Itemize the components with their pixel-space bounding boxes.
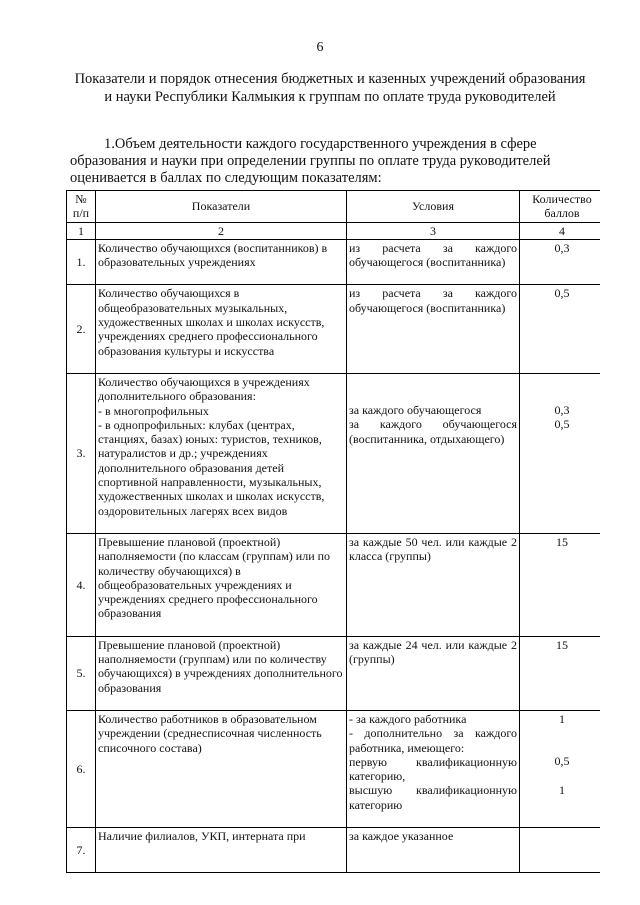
indicators-table [66,190,600,873]
row-points [520,239,601,285]
row-conditions [347,373,520,533]
condition-text: за каждого обучающегося [349,402,482,417]
row-number: 7. [67,827,96,872]
page-number: 6 [316,40,324,55]
condition-text: за каждое указанное [349,828,454,843]
points-value: 0,3 [554,240,570,255]
row-number: 1. [67,239,96,285]
indicator-text: Наличие филиалов, УКП, интерната при [98,828,306,843]
intro-line-1: 1.Объем деятельности каждого государственного учреждения в сфере [104,136,537,152]
row-indicator [96,827,347,872]
condition-text: за каждые 24 чел. или каждые 2 (группы) [349,637,517,667]
table-row [67,636,601,710]
col-number: 4 [520,222,601,239]
row-points [520,285,601,373]
table-row [67,533,601,636]
row-number: 2. [67,285,96,373]
condition-text: из расчета за каждого обучающегося (воспитанника) [349,286,517,315]
row-number: 3. [67,373,96,533]
row-indicator [96,373,347,533]
document-title: Показатели и порядок отнесения бюджетных и казенных учреждений образования и науки Республики Калмыкия к группам по оплате труда руководителей [74,71,586,105]
points-value: 1 [559,782,565,797]
condition-text: за каждого обучающегося (воспитанника, отдыхающего) [349,417,517,446]
indicators-table-container [66,190,600,905]
row-conditions [347,710,520,827]
table-header-row [67,191,601,223]
intro-paragraph [70,136,590,187]
row-points [520,710,601,827]
indicator-text: Количество обучающихся (воспитанников) в образовательных учреждениях [98,240,328,270]
row-conditions [347,827,520,872]
indicator-text: Количество обучающихся в общеобразовательных музыкальных, художественных школах и школах искусств, учреждениях среднего профессионального образования культуры и искусства [98,286,325,358]
row-number: 6. [67,710,96,827]
condition-text: - дополнительно за каждого работника, имеющего: [349,726,517,755]
points-value: 15 [556,534,568,549]
row-conditions [347,285,520,373]
table-row [67,710,601,827]
header-num: № п/п [67,191,96,223]
row-points [520,827,601,872]
condition-text: первую квалификационную категорию, [349,754,517,784]
row-points [520,636,601,710]
points-value: 0,5 [554,754,570,769]
indicator-text: Превышение плановой (проектной) наполняемости (по классам (группам) или по количеству обучающихся) в общеобразовательных учреждениях и учреждениях среднего профессионального образования [98,534,331,621]
points-value: 0,5 [554,286,570,301]
intro-line-2: образования и науки при определении группы по оплате труда руководителей [70,153,551,169]
indicator-text: - в однопрофильных: клубах (центрах, станциях, базах) юных: туристов, техников, натуралистов и др.; учреждениях дополнительного образования детей спортивной направленности, музыкальных, художественных школах и школах искусств, оздоровительных лагерях всех видов [98,417,325,518]
condition-text: высшую квалификационную категорию [349,783,517,812]
header-points: Количество баллов [520,191,601,223]
row-conditions [347,239,520,285]
row-number: 4. [67,533,96,636]
row-conditions [347,533,520,636]
condition-text: за каждые 50 чел. или каждые 2 класса (группы) [349,534,517,564]
col-number: 2 [96,222,347,239]
table-row [67,285,601,373]
points-value: 15 [556,637,568,652]
indicator-text: - в многопрофильных [98,403,209,418]
condition-text: из расчета за каждого обучающегося (воспитанника) [349,240,517,270]
intro-line-3: оценивается в баллах по следующим показателям: [70,170,382,186]
table-row [67,373,601,533]
row-points [520,533,601,636]
row-indicator [96,710,347,827]
points-value: 0,3 [554,402,570,417]
table-row [67,239,601,285]
indicator-text: Количество обучающихся в учреждениях дополнительного образования: [98,374,310,404]
row-points [520,373,601,533]
header-conditions: Условия [347,191,520,223]
row-conditions [347,636,520,710]
col-number: 1 [67,222,96,239]
column-number-row [67,222,601,239]
row-indicator [96,533,347,636]
points-value: 1 [559,711,565,726]
condition-text: - за каждого работника [349,711,467,726]
row-number: 5. [67,636,96,710]
header-indicator: Показатели [96,191,347,223]
row-indicator [96,239,347,285]
col-number: 3 [347,222,520,239]
indicator-text: Превышение плановой (проектной) наполняемости (группам) или по количеству обучающихся) в учреждениях дополнительного образования [98,637,343,695]
row-indicator [96,285,347,373]
indicator-text: Количество работников в образовательном учреждении (среднесписочная численность списочного состава) [98,711,322,755]
points-value: 0,5 [554,417,570,432]
row-indicator [96,636,347,710]
table-row [67,827,601,872]
